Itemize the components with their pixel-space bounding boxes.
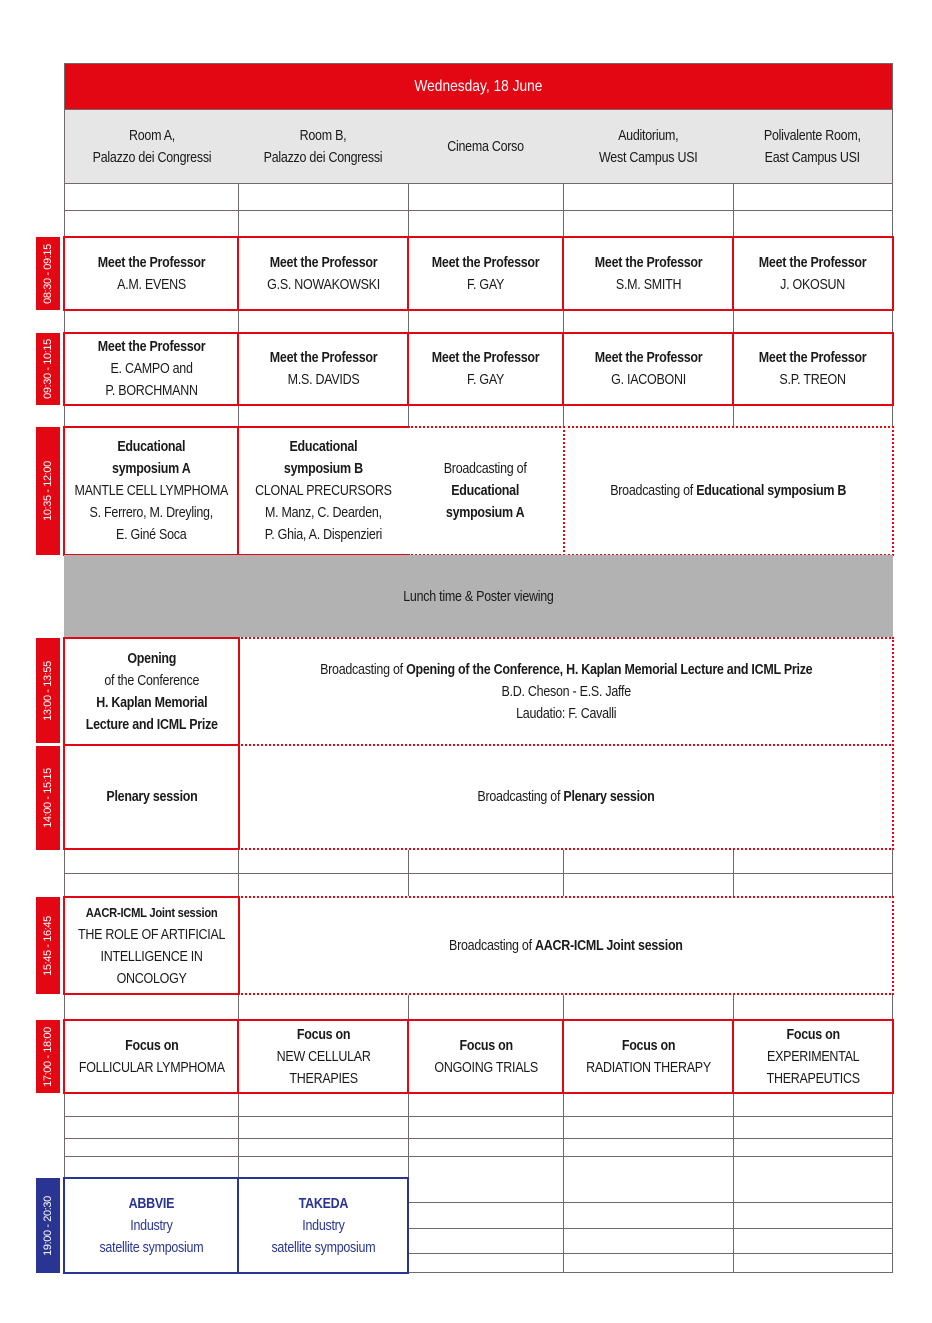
session-title: Meet the Professor bbox=[759, 350, 867, 366]
grid-line bbox=[408, 1202, 893, 1203]
session-subtitle: satellite symposium bbox=[271, 1239, 375, 1256]
time-label: 08:30 - 09:15 bbox=[42, 243, 55, 304]
session-speaker: G.S. NOWAKOWSKI bbox=[267, 276, 380, 293]
grid-line bbox=[408, 1253, 893, 1254]
session-meet-professor[interactable] bbox=[732, 236, 894, 311]
session-speaker: G. IACOBONI bbox=[611, 372, 686, 388]
session-title: Meet the Professor bbox=[594, 254, 703, 271]
grid-line bbox=[64, 210, 893, 211]
session-topic: FOLLICULAR LYMPHOMA bbox=[78, 1059, 225, 1076]
time-slot-5 bbox=[36, 746, 60, 850]
session-title: Focus on bbox=[124, 1037, 179, 1054]
day-header bbox=[64, 63, 893, 110]
session-meet-professor[interactable] bbox=[562, 332, 735, 406]
broadcast-title: Educational symposium B bbox=[696, 483, 847, 499]
session-focus-on[interactable] bbox=[562, 1019, 735, 1094]
time-slot-8 bbox=[36, 1178, 60, 1273]
broadcast-prefix: Broadcasting of bbox=[610, 483, 697, 499]
session-focus-on[interactable] bbox=[237, 1019, 410, 1094]
broadcast-opening[interactable] bbox=[238, 637, 894, 746]
session-speaker: F. GAY bbox=[467, 372, 505, 388]
room-b-line2: Palazzo dei Congressi bbox=[263, 149, 383, 166]
grid-line bbox=[64, 873, 893, 874]
broadcast-educational-a[interactable] bbox=[408, 426, 565, 556]
session-meet-professor[interactable] bbox=[63, 236, 240, 311]
session-speaker: S.M. SMITH bbox=[615, 276, 682, 293]
dotted-divider bbox=[238, 848, 894, 850]
session-educational-a[interactable] bbox=[63, 426, 240, 556]
session-speaker: S. Ferrero, M. Dreyling, bbox=[89, 505, 214, 521]
broadcast-title: Opening of the Conference, H. Kaplan Memorial Lecture and ICML Prize bbox=[405, 661, 813, 678]
session-laudatio: Laudatio: F. Cavalli bbox=[515, 705, 617, 722]
broadcast-educational-b[interactable] bbox=[563, 426, 894, 556]
session-meet-professor[interactable] bbox=[237, 236, 410, 311]
session-topic: NEW CELLULAR bbox=[276, 1048, 371, 1065]
broadcast-prefix: Broadcasting of bbox=[444, 461, 527, 477]
session-meet-professor[interactable] bbox=[407, 236, 565, 311]
time-label: 10:35 - 12:00 bbox=[42, 461, 55, 521]
session-meet-professor[interactable] bbox=[562, 236, 735, 311]
room-cinema-line1: Cinema Corso bbox=[447, 138, 524, 155]
session-title: Focus on bbox=[296, 1026, 351, 1043]
room-b-line1: Room B, bbox=[299, 127, 347, 144]
time-slot-1 bbox=[36, 237, 60, 310]
satellite-symposium-takeda[interactable] bbox=[237, 1177, 409, 1274]
room-header-polivalente bbox=[733, 110, 893, 184]
session-title: Focus on bbox=[621, 1037, 676, 1054]
session-title: symposium A bbox=[112, 461, 191, 477]
time-slot-7 bbox=[36, 1020, 60, 1093]
room-a-line1: Room A, bbox=[128, 127, 175, 144]
lunch-break bbox=[64, 555, 893, 638]
session-topic: CLONAL PRECURSORS bbox=[255, 483, 392, 499]
session-subtitle: satellite symposium bbox=[99, 1239, 204, 1256]
session-focus-on[interactable] bbox=[63, 1019, 240, 1094]
time-label: 15:45 - 16:45 bbox=[42, 915, 55, 976]
grid-line bbox=[408, 1228, 893, 1229]
session-title: Meet the Professor bbox=[97, 339, 206, 355]
session-speaker: J. OKOSUN bbox=[780, 276, 846, 293]
time-label: 14:00 - 15:15 bbox=[42, 768, 55, 828]
session-speaker: M.S. DAVIDS bbox=[287, 372, 360, 388]
time-slot-3 bbox=[36, 427, 60, 555]
session-speaker: F. GAY bbox=[467, 276, 505, 293]
session-title: H. Kaplan Memorial bbox=[95, 694, 208, 711]
session-title: Focus on bbox=[786, 1026, 840, 1043]
session-title: Opening bbox=[127, 650, 176, 667]
session-focus-on[interactable] bbox=[407, 1019, 565, 1094]
room-a-line2: Palazzo dei Congressi bbox=[92, 149, 211, 166]
grid-line bbox=[64, 1138, 893, 1139]
day-title: Wednesday, 18 June bbox=[414, 77, 543, 95]
room-header-a bbox=[64, 110, 239, 184]
time-label: 13:00 - 13:55 bbox=[42, 660, 55, 721]
session-speaker: E. CAMPO and bbox=[110, 361, 193, 377]
time-label: 17:00 - 18:00 bbox=[42, 1026, 55, 1087]
session-meet-professor[interactable] bbox=[237, 332, 410, 406]
session-topic: EXPERIMENTAL bbox=[766, 1048, 860, 1065]
time-slot-2 bbox=[36, 333, 60, 405]
grid-line bbox=[408, 1272, 893, 1273]
session-topic: THERAPEUTICS bbox=[766, 1070, 860, 1087]
session-speaker: E. Giné Soca bbox=[116, 527, 187, 543]
satellite-symposium-abbvie[interactable] bbox=[63, 1177, 240, 1274]
session-focus-on[interactable] bbox=[732, 1019, 894, 1094]
session-aacr-joint[interactable] bbox=[63, 896, 240, 995]
session-title: Meet the Professor bbox=[269, 350, 378, 366]
session-topic: INTELLIGENCE IN bbox=[100, 948, 203, 965]
session-opening[interactable] bbox=[63, 637, 240, 746]
grid-line bbox=[64, 1156, 893, 1157]
session-title: Focus on bbox=[459, 1037, 513, 1054]
session-title: Plenary session bbox=[105, 789, 198, 805]
broadcast-prefix: Broadcasting of bbox=[319, 661, 406, 678]
session-speaker: P. Ghia, A. Dispenzieri bbox=[264, 527, 383, 543]
time-label: 09:30 - 10:15 bbox=[42, 339, 55, 399]
session-title: Meet the Professor bbox=[269, 254, 378, 271]
broadcast-title: symposium A bbox=[446, 505, 525, 521]
room-auditorium-line1: Auditorium, bbox=[617, 127, 679, 144]
room-polivalente-line1: Polivalente Room, bbox=[764, 127, 861, 144]
session-title: Meet the Professor bbox=[759, 254, 867, 271]
session-title: symposium B bbox=[284, 461, 363, 477]
session-title: Educational bbox=[117, 439, 186, 455]
session-title: Meet the Professor bbox=[97, 254, 206, 271]
session-subtitle: of the Conference bbox=[104, 672, 199, 689]
grid-line bbox=[64, 1116, 893, 1117]
session-speaker: P. BORCHMANN bbox=[105, 383, 198, 399]
session-title: Meet the Professor bbox=[432, 350, 540, 366]
room-header-b bbox=[238, 110, 409, 184]
room-polivalente-line2: East Campus USI bbox=[764, 149, 861, 166]
time-label: 19:00 - 20:30 bbox=[42, 1195, 55, 1256]
session-speaker: B.D. Cheson - E.S. Jaffe bbox=[501, 683, 631, 700]
room-header-cinema bbox=[408, 110, 564, 184]
broadcast-title: Plenary session bbox=[563, 789, 655, 805]
time-slot-6 bbox=[36, 897, 60, 994]
broadcast-prefix: Broadcasting of bbox=[449, 937, 536, 954]
session-meet-professor[interactable] bbox=[732, 332, 894, 406]
room-header-auditorium bbox=[563, 110, 734, 184]
session-meet-professor[interactable] bbox=[407, 332, 565, 406]
session-topic: ONGOING TRIALS bbox=[434, 1059, 538, 1076]
broadcast-aacr[interactable] bbox=[238, 896, 894, 995]
session-topic: MANTLE CELL LYMPHOMA bbox=[74, 483, 229, 499]
session-title: Educational bbox=[289, 439, 358, 455]
sponsor-name: ABBVIE bbox=[128, 1195, 175, 1212]
session-title: AACR-ICML Joint session bbox=[85, 904, 218, 920]
session-topic: RADIATION THERAPY bbox=[586, 1059, 711, 1076]
broadcast-title: Educational bbox=[451, 483, 520, 499]
session-meet-professor[interactable] bbox=[63, 332, 240, 406]
session-subtitle: Industry bbox=[301, 1217, 345, 1234]
session-title: Lecture and ICML Prize bbox=[85, 716, 218, 733]
session-speaker: S.P. TREON bbox=[779, 372, 847, 388]
sponsor-name: TAKEDA bbox=[298, 1195, 348, 1212]
session-educational-b[interactable] bbox=[237, 426, 410, 556]
broadcast-plenary[interactable] bbox=[238, 744, 894, 850]
session-topic: THERAPIES bbox=[289, 1070, 358, 1087]
session-title: Meet the Professor bbox=[432, 254, 540, 271]
session-speaker: A.M. EVENS bbox=[117, 276, 186, 293]
broadcast-prefix: Broadcasting of bbox=[477, 789, 564, 805]
lunch-label: Lunch time & Poster viewing bbox=[403, 588, 554, 605]
session-subtitle: Industry bbox=[130, 1217, 173, 1234]
session-speaker: M. Manz, C. Dearden, bbox=[265, 505, 382, 521]
time-slot-4 bbox=[36, 638, 60, 743]
session-plenary[interactable] bbox=[63, 744, 240, 850]
session-title: Meet the Professor bbox=[594, 350, 703, 366]
session-topic: THE ROLE OF ARTIFICIAL bbox=[77, 926, 226, 943]
broadcast-title: AACR-ICML Joint session bbox=[535, 937, 683, 954]
room-auditorium-line2: West Campus USI bbox=[598, 149, 698, 166]
session-topic: ONCOLOGY bbox=[116, 970, 187, 987]
